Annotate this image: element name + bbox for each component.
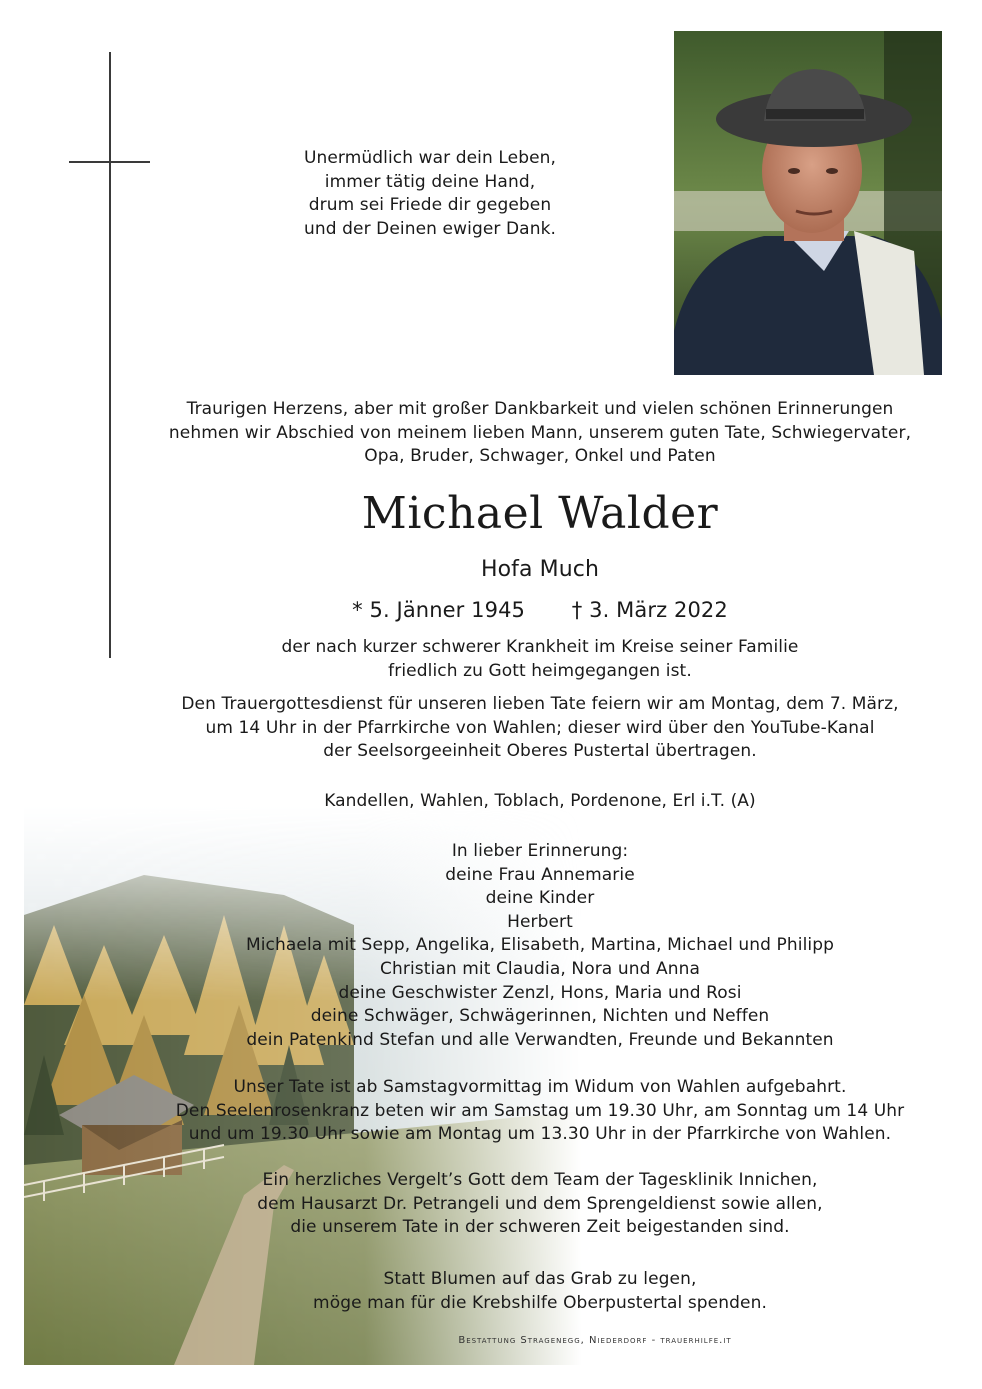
death-date: † 3. März 2022 [571, 598, 728, 622]
birth-date: * 5. Jänner 1945 [352, 598, 525, 622]
wake-line: Unser Tate ist ab Samstagvormittag im Widum von Wahlen aufgebahrt. [233, 1077, 847, 1097]
intro-text [120, 398, 960, 469]
poem-line: Unermüdlich war dein Leben, [303, 148, 557, 168]
mourners-line: deine Schwäger, Schwägerinnen, Nichten und Neffen [310, 1006, 770, 1027]
thanks-line: die unserem Tate in der schweren Zeit beigestanden sind. [290, 1217, 790, 1238]
wake-line: und um 19.30 Uhr sowie am Montag um 13.30 Uhr in der Pfarrkirche von Wahlen. [188, 1124, 892, 1145]
mourners-line: deine Geschwister Zenzl, Hons, Maria und Rosi [338, 982, 742, 1003]
service-line: um 14 Uhr in der Pfarrkirche von Wahlen; dieser wird über den YouTube-Kanal [205, 717, 875, 738]
donation-line: möge man für die Krebshilfe Oberpustertal spenden. [313, 1292, 767, 1313]
life-dates [300, 596, 780, 624]
mourners-line: dein Patenkind Stefan und alle Verwandten, Freunde und Bekannten [246, 1029, 834, 1050]
mourners-line: Michaela mit Sepp, Angelika, Elisabeth, Martina, Michael und Philipp [245, 935, 835, 956]
intro-line: Traurigen Herzens, aber mit großer Dankbarkeit und vielen schönen Erinnerungen [186, 399, 894, 419]
mourners-line: deine Frau Annemarie [445, 864, 635, 885]
poem-line: immer tätig deine Hand, [324, 171, 536, 192]
cross-vertical-bar [109, 52, 111, 658]
thanks-line: dem Hausarzt Dr. Petrangeli und dem Sprengeldienst sowie allen, [257, 1193, 823, 1214]
portrait-photo [674, 31, 942, 375]
death-description [200, 636, 880, 683]
mourners-line: deine Kinder [485, 888, 595, 909]
cross-horizontal-bar [69, 161, 150, 163]
mourners-line: Christian mit Claudia, Nora und Anna [380, 958, 700, 979]
death-description-line: der nach kurzer schwerer Krankheit im Kreise seiner Familie [281, 637, 799, 657]
funeral-home-footer: Bestattung Stragenegg, Niederdorf - trauerhilfe.it [458, 1335, 732, 1346]
funeral-service-info [120, 693, 960, 764]
memorial-poem [210, 147, 650, 241]
farm-name: Hofa Much [480, 557, 600, 582]
places: Kandellen, Wahlen, Toblach, Pordenone, Erl i.T. (A) [324, 791, 756, 811]
intro-line: nehmen wir Abschied von meinem lieben Mann, unserem guten Tate, Schwiegervater, [168, 422, 912, 443]
service-line: der Seelsorgeeinheit Oberes Pustertal übertragen. [323, 741, 757, 762]
intro-line: Opa, Bruder, Schwager, Onkel und Paten [364, 446, 716, 467]
thanks-line: Ein herzliches Vergelt’s Gott dem Team der Tagesklinik Innichen, [262, 1170, 818, 1190]
service-line: Den Trauergottesdienst für unseren lieben Tate feiern wir am Montag, dem 7. März, [181, 694, 899, 714]
thanks-text [200, 1169, 880, 1240]
death-description-line: friedlich zu Gott heimgegangen ist. [388, 660, 692, 681]
poem-line: drum sei Friede dir gegeben [308, 195, 552, 216]
deceased-name: Michael Walder [361, 488, 719, 539]
wake-line: Den Seelenrosenkranz beten wir am Samstag um 19.30 Uhr, am Sonntag um 14 Uhr [175, 1100, 905, 1121]
mourners-line: Herbert [507, 911, 573, 932]
wake-info [120, 1076, 960, 1147]
mourners-list [150, 840, 930, 1052]
poem-line: und der Deinen ewiger Dank. [303, 218, 557, 239]
donation-line: Statt Blumen auf das Grab zu legen, [383, 1269, 697, 1289]
donation-request [200, 1268, 880, 1315]
mourners-line: In lieber Erinnerung: [451, 841, 629, 861]
